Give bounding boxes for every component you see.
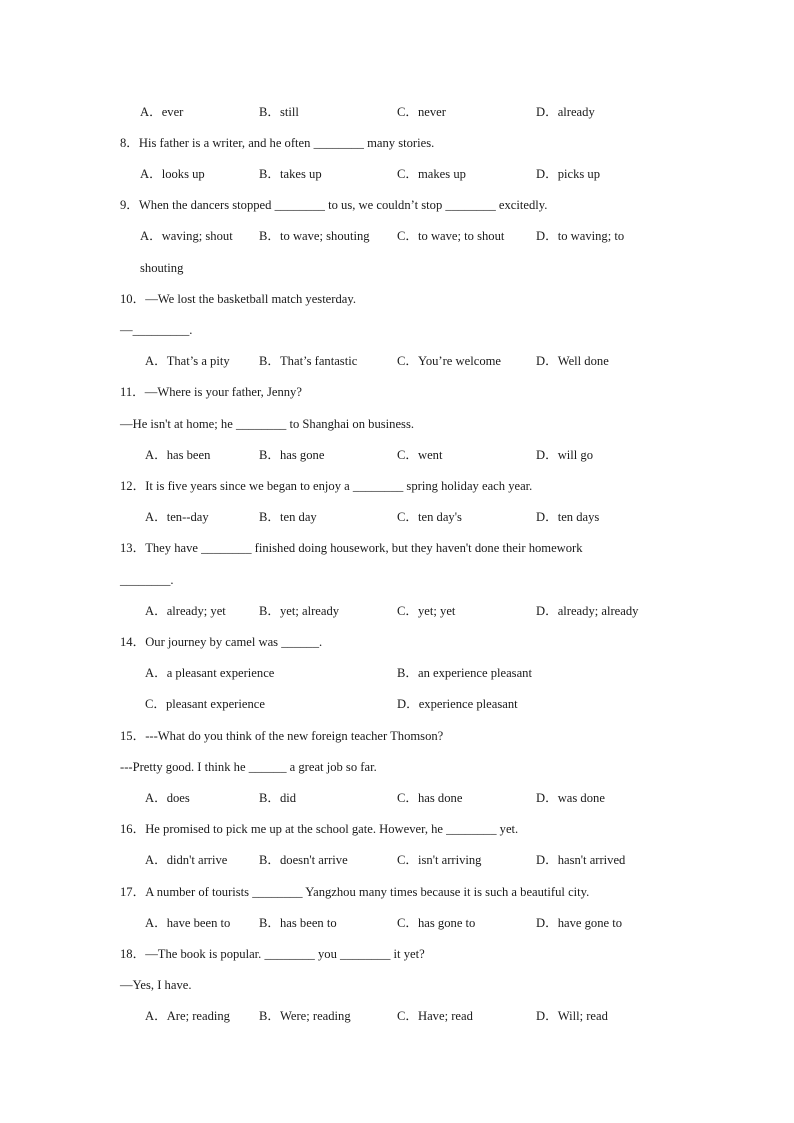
option-b: B．yet; already bbox=[259, 604, 340, 618]
option-a: A．does bbox=[145, 791, 190, 805]
option-c: C．has done bbox=[397, 791, 463, 805]
option-a: A．ten--day bbox=[145, 510, 209, 524]
option-a: A．has been bbox=[145, 448, 211, 462]
option-a: A．looks up bbox=[140, 167, 205, 181]
question-text: 8．His father is a writer, and he often ________ many stories. bbox=[120, 136, 435, 150]
option-a: A．a pleasant experience bbox=[145, 666, 275, 680]
option-c: C．has gone to bbox=[397, 916, 476, 930]
option-c: C．You’re welcome bbox=[397, 354, 502, 368]
option-a: A．have been to bbox=[145, 916, 231, 930]
option-d: D．experience pleasant bbox=[397, 697, 518, 711]
question-text: —He isn't at home; he ________ to Shanghai on business. bbox=[120, 417, 414, 431]
option-d: D．to waving; to bbox=[536, 229, 625, 243]
option-a: A．already; yet bbox=[145, 604, 226, 618]
option-b: B．That’s fantastic bbox=[259, 354, 358, 368]
question-text: 10．—We lost the basketball match yesterday. bbox=[120, 292, 356, 306]
continuation-text: shouting bbox=[140, 261, 184, 275]
question-text: 16．He promised to pick me up at the school gate. However, he ________ yet. bbox=[120, 822, 519, 836]
question-text: 14．Our journey by camel was ______. bbox=[120, 635, 323, 649]
option-b: B．an experience pleasant bbox=[397, 666, 532, 680]
option-b: B．did bbox=[259, 791, 297, 805]
question-text: ________. bbox=[120, 573, 174, 587]
question-text: —Yes, I have. bbox=[120, 978, 192, 992]
option-c: C．Have; read bbox=[397, 1009, 473, 1023]
option-d: D．picks up bbox=[536, 167, 601, 181]
option-a: A．That’s a pity bbox=[145, 354, 230, 368]
option-c: C．ten day's bbox=[397, 510, 462, 524]
option-b: B．to wave; shouting bbox=[259, 229, 370, 243]
option-d: D．already; already bbox=[536, 604, 639, 618]
option-a: A．Are; reading bbox=[145, 1009, 230, 1023]
option-b: B．doesn't arrive bbox=[259, 853, 348, 867]
question-text: 12．It is five years since we began to enjoy a ________ spring holiday each year. bbox=[120, 479, 533, 493]
option-b: B．ten day bbox=[259, 510, 317, 524]
option-b: B．takes up bbox=[259, 167, 322, 181]
option-b: B．Were; reading bbox=[259, 1009, 351, 1023]
option-c: C．never bbox=[397, 105, 446, 119]
option-c: C．to wave; to shout bbox=[397, 229, 505, 243]
option-d: D．already bbox=[536, 105, 595, 119]
option-b: B．has gone bbox=[259, 448, 325, 462]
option-d: D．Will; read bbox=[536, 1009, 608, 1023]
option-d: D．ten days bbox=[536, 510, 600, 524]
question-text: —_________. bbox=[120, 323, 193, 337]
option-d: D．hasn't arrived bbox=[536, 853, 626, 867]
question-text: 18．—The book is popular. ________ you ________ it yet? bbox=[120, 947, 425, 961]
option-d: D．was done bbox=[536, 791, 605, 805]
question-text: 15．---What do you think of the new foreign teacher Thomson? bbox=[120, 729, 444, 743]
option-c: C．isn't arriving bbox=[397, 853, 482, 867]
option-d: D．have gone to bbox=[536, 916, 623, 930]
option-b: B．has been to bbox=[259, 916, 337, 930]
option-c: C．went bbox=[397, 448, 443, 462]
option-d: D．will go bbox=[536, 448, 594, 462]
option-a: A．didn't arrive bbox=[145, 853, 228, 867]
question-text: ---Pretty good. I think he ______ a great job so far. bbox=[120, 760, 377, 774]
option-a: A．ever bbox=[140, 105, 184, 119]
option-c: C．makes up bbox=[397, 167, 466, 181]
option-a: A．waving; shout bbox=[140, 229, 233, 243]
question-text: 11．—Where is your father, Jenny? bbox=[120, 385, 302, 399]
option-c: C．yet; yet bbox=[397, 604, 456, 618]
option-d: D．Well done bbox=[536, 354, 609, 368]
question-text: 17．A number of tourists ________ Yangzhou many times because it is such a beautiful city. bbox=[120, 885, 590, 899]
question-text: 13．They have ________ finished doing housework, but they haven't done their homework bbox=[120, 541, 583, 555]
question-text: 9．When the dancers stopped ________ to us, we couldn’t stop ________ excitedly. bbox=[120, 198, 548, 212]
option-c: C．pleasant experience bbox=[145, 697, 265, 711]
option-b: B．still bbox=[259, 105, 299, 119]
